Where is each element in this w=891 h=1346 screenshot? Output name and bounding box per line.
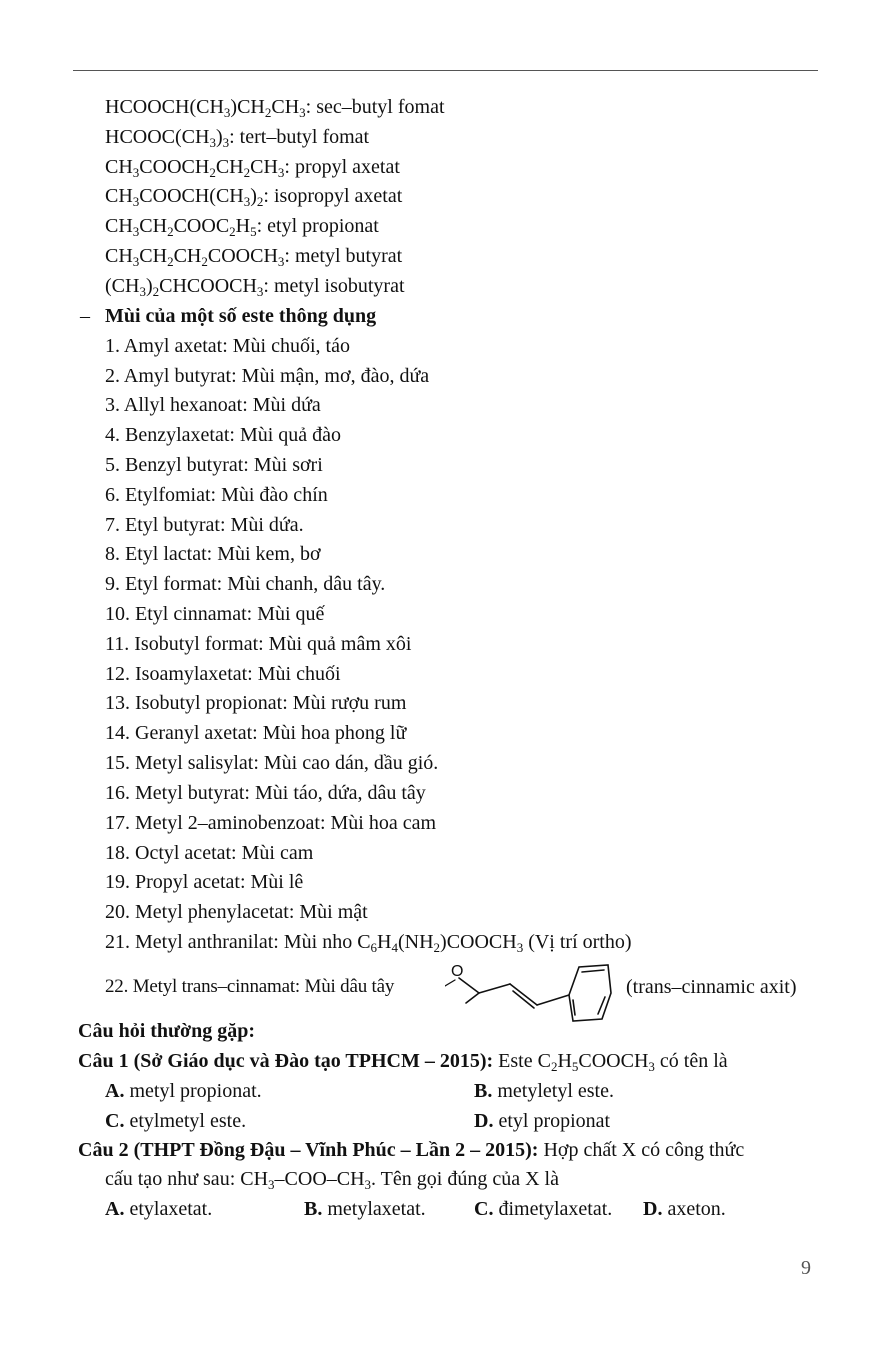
list-item: 21. Metyl anthranilat: Mùi nho $C_6H_4(NH_2)COOCH_3$ (Vị trí ortho) (105, 931, 632, 955)
section-title: Mùi của một số este thông dụng (105, 305, 377, 327)
list-item: 5. Benzyl butyrat: Mùi sơri (105, 454, 323, 476)
q1-option-b[interactable]: B. metyletyl este. (474, 1080, 614, 1102)
q1-option-a[interactable]: A. metyl propionat. (105, 1080, 262, 1102)
list-item: 13. Isobutyl propionat: Mùi rượu rum (105, 692, 407, 714)
list-item: 10. Etyl cinnamat: Mùi quế (105, 603, 325, 625)
formula-line: $CH_3COOCH(CH_3)_2$: isopropyl axetat (105, 185, 403, 209)
question-2-label: Câu 2 (THPT Đồng Đậu – Vĩnh Phúc – Lần 2 – 2015): (78, 1139, 539, 1161)
list-item: 4. Benzylaxetat: Mùi quả đào (105, 424, 342, 446)
question-1-label: Câu 1 (Sở Giáo dục và Đào tạo TPHCM – 2015): (78, 1050, 494, 1072)
list-item: 6. Etylfomiat: Mùi đào chín (105, 484, 328, 506)
header-rule (73, 70, 818, 71)
formula-line: $(CH_3)_2CHCOOCH_3$: metyl isobutyrat (105, 275, 405, 299)
list-item: 9. Etyl format: Mùi chanh, dâu tây. (105, 573, 386, 595)
list-item: 7. Etyl butyrat: Mùi dứa. (105, 514, 304, 536)
list-item: 14. Geranyl axetat: Mùi hoa phong lữ (105, 722, 407, 744)
formula-line: $CH_3CH_2CH_2COOCH_3$: metyl butyrat (105, 245, 403, 269)
question-2-stem: Câu 2 (THPT Đồng Đậu – Vĩnh Phúc – Lần 2 – 2015): Hợp chất X có công thức (78, 1139, 745, 1161)
list-item: 2. Amyl butyrat: Mùi mận, mơ, đào, dứa (105, 365, 430, 387)
q2-option-d[interactable]: D. axeton. (643, 1198, 726, 1220)
list-item: 1. Amyl axetat: Mùi chuối, táo (105, 335, 350, 357)
list-item: 12. Isoamylaxetat: Mùi chuối (105, 663, 341, 685)
list-item: 18. Octyl acetat: Mùi cam (105, 842, 314, 864)
question-1-stem: Câu 1 (Sở Giáo dục và Đào tạo TPHCM – 2015): Este $C_2H_5COOCH_3$ có tên là (78, 1050, 728, 1074)
list-item: 3. Allyl hexanoat: Mùi dứa (105, 394, 321, 416)
formula-line: $CH_3COOCH_2CH_2CH_3$: propyl axetat (105, 156, 400, 180)
list-item: 8. Etyl lactat: Mùi kem, bơ (105, 543, 321, 565)
list-item: 17. Metyl 2–aminobenzoat: Mùi hoa cam (105, 812, 437, 834)
q2-option-a[interactable]: A. etylaxetat. (105, 1198, 213, 1220)
oxygen-label: O (451, 963, 464, 980)
question-2-stem-cont: cấu tạo như sau: $CH_3-COO-CH_3$. Tên gọi đúng của X là (105, 1168, 559, 1192)
list-item: 19. Propyl acetat: Mùi lê (105, 871, 304, 893)
formula-line: $HCOOCH(CH_3)CH_2CH_3$: sec–butyl fomat (105, 96, 445, 120)
formula-line: $CH_3CH_2COOC_2H_5$: etyl propionat (105, 215, 379, 239)
list-item: 22. Metyl trans–cinnamat: Mùi dâu tây (105, 976, 395, 997)
cinnamate-structure-diagram (445, 957, 615, 1025)
page-number: 9 (801, 1257, 811, 1279)
q1-option-d[interactable]: D. etyl propionat (474, 1110, 611, 1132)
faq-title: Câu hỏi thường gặp: (78, 1020, 256, 1042)
q2-option-c[interactable]: C. đimetylaxetat. (474, 1198, 613, 1220)
list-item: 20. Metyl phenylacetat: Mùi mật (105, 901, 368, 923)
q1-option-c[interactable]: C. etylmetyl este. (105, 1110, 247, 1132)
list-item: 16. Metyl butyrat: Mùi táo, dứa, dâu tây (105, 782, 426, 804)
q2-option-b[interactable]: B. metylaxetat. (304, 1198, 426, 1220)
list-item: 15. Metyl salisylat: Mùi cao dán, dầu gió. (105, 752, 439, 774)
section-heading (80, 304, 376, 328)
dash-bullet: – (80, 305, 90, 327)
list-item-note: (trans–cinnamic axit) (626, 976, 797, 998)
list-item: 11. Isobutyl format: Mùi quả mâm xôi (105, 633, 412, 655)
formula-line: $HCOOC(CH_3)_3$: tert–butyl fomat (105, 126, 370, 150)
